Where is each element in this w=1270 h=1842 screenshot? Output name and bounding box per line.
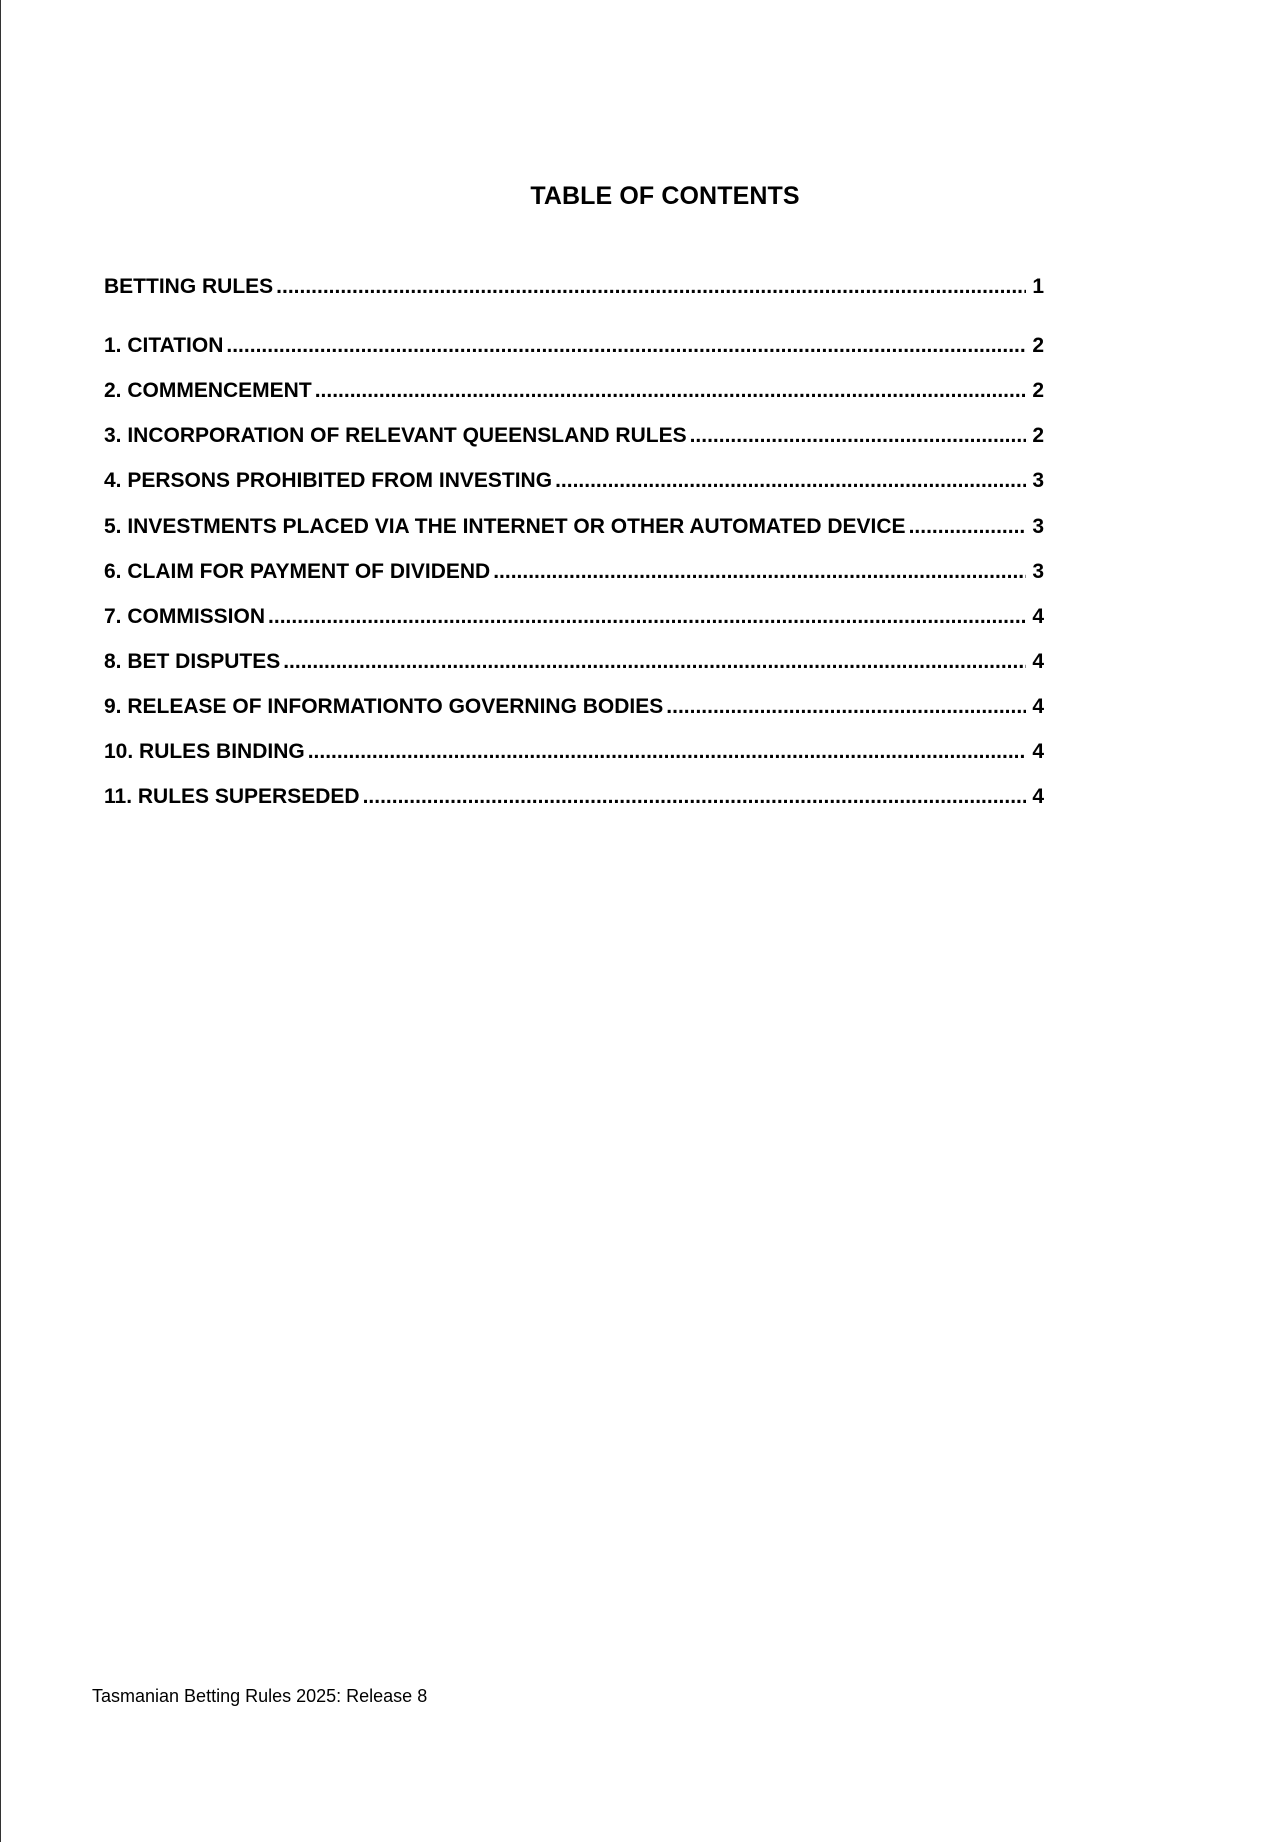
toc-entry-rules-superseded[interactable]	[104, 785, 1044, 815]
toc-entry-page-number: 3	[1032, 515, 1044, 538]
toc-entry-page-number: 2	[1032, 424, 1044, 447]
toc-entry-betting-rules[interactable]	[104, 275, 1044, 305]
toc-entry-investments-internet[interactable]	[104, 515, 1044, 545]
toc-entry-label: 8. BET DISPUTES	[104, 650, 281, 673]
toc-entry-page-number: 4	[1032, 785, 1044, 808]
toc-dot-leader	[268, 605, 1026, 629]
toc-entry-label: 10. RULES BINDING	[104, 740, 305, 763]
toc-entry-label: 9. RELEASE OF INFORMATIONTO GOVERNING BODIES	[104, 695, 664, 718]
page-title: TABLE OF CONTENTS	[530, 182, 800, 210]
toc-entry-label: 1. CITATION	[104, 334, 224, 357]
toc-entry-bet-disputes[interactable]	[104, 650, 1044, 680]
toc-dot-leader	[363, 785, 1027, 809]
toc-entry-label: 11. RULES SUPERSEDED	[104, 785, 360, 808]
toc-entry-incorporation[interactable]	[104, 424, 1044, 454]
toc-entry-page-number: 2	[1032, 379, 1044, 402]
toc-entry-persons-prohibited[interactable]	[104, 469, 1044, 499]
toc-dot-leader	[283, 650, 1026, 674]
toc-entry-label: BETTING RULES	[104, 275, 274, 298]
toc-entry-label: 7. COMMISSION	[104, 605, 266, 628]
toc-entry-page-number: 4	[1032, 650, 1044, 673]
toc-entry-label: 2. COMMENCEMENT	[104, 379, 312, 402]
page-footer: Tasmanian Betting Rules 2025: Release 8	[92, 1686, 428, 1706]
toc-entry-release-information[interactable]	[104, 695, 1044, 725]
toc-dot-leader	[493, 560, 1026, 584]
toc-entry-rules-binding[interactable]	[104, 740, 1044, 770]
toc-entry-commission[interactable]	[104, 605, 1044, 635]
toc-entry-label: 4. PERSONS PROHIBITED FROM INVESTING	[104, 469, 553, 492]
toc-entry-page-number: 3	[1032, 560, 1044, 583]
toc-entry-citation[interactable]	[104, 334, 1044, 364]
toc-dot-leader	[315, 379, 1027, 403]
page-edge-divider	[0, 0, 1, 1842]
toc-dot-leader	[276, 275, 1026, 299]
toc-dot-leader	[690, 424, 1027, 448]
toc-entry-label: 6. CLAIM FOR PAYMENT OF DIVIDEND	[104, 560, 491, 583]
toc-entry-label: 5. INVESTMENTS PLACED VIA THE INTERNET OR OTHER AUTOMATED DEVICE	[104, 515, 906, 538]
toc-entry-label: 3. INCORPORATION OF RELEVANT QUEENSLAND RULES	[104, 424, 687, 447]
toc-entry-commencement[interactable]	[104, 379, 1044, 409]
toc-entry-page-number: 4	[1032, 695, 1044, 718]
toc-dot-leader	[308, 740, 1027, 764]
toc-entry-page-number: 4	[1032, 740, 1044, 763]
toc-entry-page-number: 3	[1032, 469, 1044, 492]
toc-entry-claim-dividend[interactable]	[104, 560, 1044, 590]
toc-dot-leader	[909, 515, 1027, 539]
toc-entry-page-number: 2	[1032, 334, 1044, 357]
toc-entry-page-number: 1	[1032, 275, 1044, 298]
toc-dot-leader	[555, 469, 1026, 493]
toc-entry-page-number: 4	[1032, 605, 1044, 628]
toc-dot-leader	[666, 695, 1026, 719]
toc-dot-leader	[226, 334, 1026, 358]
